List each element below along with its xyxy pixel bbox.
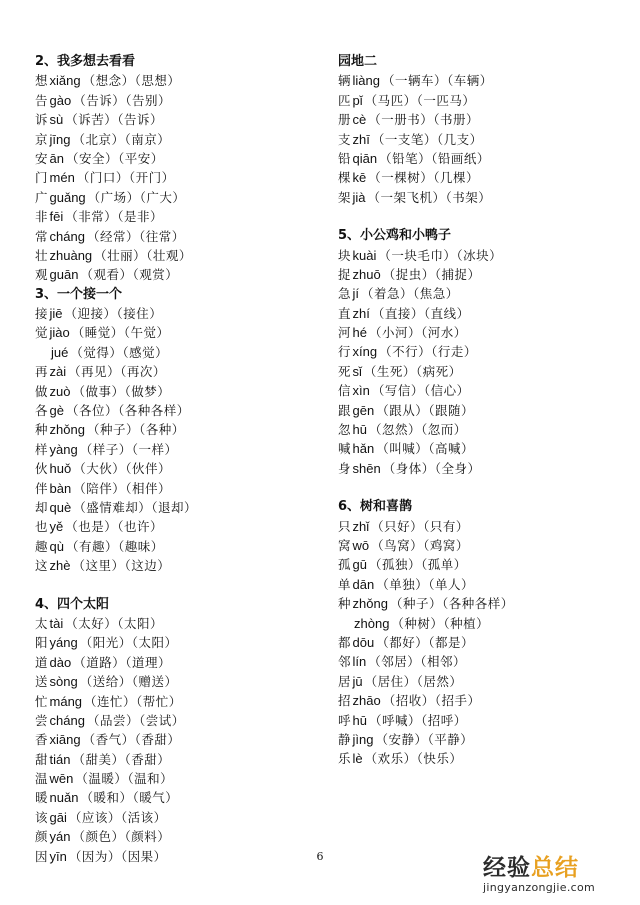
pinyin: zhè [49,558,71,574]
example-words: （门口）（开门） [76,170,175,186]
example-words: （北京）（南京） [72,131,171,147]
pinyin: dōu [352,634,375,650]
example-words: （呼喊）（招呼） [368,712,467,728]
example-words: （一架飞机）（书架） [367,189,492,205]
pinyin: kuài [352,247,377,263]
example-words: （着急）（焦急） [361,286,459,302]
vocab-character: 壮 [35,247,48,263]
vocab-entry [35,711,325,730]
vocab-character: 伙 [35,461,48,477]
vocab-entry [338,265,628,284]
example-words: （品尝）（尝试） [86,712,185,728]
vocab-entry [35,653,325,672]
watermark-title-part1: 经验 [483,855,531,881]
vocab-entry [35,401,325,420]
vocab-character: 喊 [338,441,351,457]
vocab-character: 信 [338,383,351,399]
pinyin: sǐ [352,363,362,379]
pinyin: kē [352,170,367,186]
vocab-entry [338,304,628,323]
vocab-entry [338,711,628,730]
pinyin: lín [352,654,367,670]
vocab-entry [35,382,325,401]
pinyin: jiào [49,325,70,341]
pinyin: zài [49,364,67,380]
pinyin: zhǒng [352,596,388,612]
vocab-character: 安 [35,150,48,166]
vocab-character: 却 [35,499,48,515]
pinyin: yàng [49,441,78,457]
pinyin: jīng [49,131,71,147]
vocab-character: 伴 [35,480,48,496]
example-words: （太好）（太阳） [65,615,164,631]
pinyin: cháng [49,228,85,244]
vocab-entry [338,730,628,749]
vocab-entry [338,517,628,536]
pinyin: dào [49,654,72,670]
pinyin: yīn [49,848,67,864]
vocab-entry [338,691,628,710]
example-words: （一册书）（书册） [368,112,480,128]
vocab-entry [35,110,325,129]
example-words: （捉虫）（捕捉） [382,266,481,282]
vocab-character: 想 [35,73,48,89]
vocab-character: 道 [35,654,48,670]
vocab-entry [35,692,325,711]
vocab-entry [338,284,628,303]
vocab-entry [35,168,325,187]
example-words: （样子）（一样） [79,441,178,457]
pinyin: gè [49,403,64,419]
vocab-character: 急 [338,286,351,302]
vocab-entry [35,149,325,168]
example-words: （壮丽）（壮观） [94,247,192,263]
vocab-entry [35,420,325,439]
vocab-character: 辆 [338,73,351,89]
pinyin: tài [49,615,64,631]
vocab-entry [338,149,628,168]
vocab-entry [338,188,628,207]
vocab-entry [338,168,628,187]
example-words: （应该）（活该） [68,809,167,825]
vocab-entry [338,594,628,613]
vocab-entry [338,91,628,110]
vocab-character: 只 [338,518,351,534]
vocab-character: 册 [338,112,351,128]
vocab-character: 常 [35,228,48,244]
vocab-character: 广 [35,189,48,205]
vocab-entry [338,459,628,478]
example-words: （一棵树）（几棵） [368,170,480,186]
vocab-character: 棵 [338,170,351,186]
example-words: （再见）（再次） [68,364,166,380]
vocab-character: 忽 [338,422,351,438]
vocab-entry [35,207,325,226]
example-words: （大伙）（伙伴） [73,461,171,477]
vocab-character: 种 [338,596,351,612]
vocab-character: 颜 [35,829,48,845]
pinyin: hū [352,712,367,728]
example-words: （不行）（行走） [379,344,477,360]
vocab-character: 再 [35,364,48,380]
vocab-entry [338,420,628,439]
pinyin: hé [352,325,367,341]
vocab-character: 诉 [35,112,48,128]
vocab-entry [35,537,325,556]
pinyin: pǐ [352,92,363,108]
example-words: （一辆车）（车辆） [381,73,493,89]
example-words: （经常）（往常） [86,228,185,244]
example-words: （种子）（各种各样） [389,596,514,612]
pinyin: jí [352,286,360,302]
vocab-character: 做 [35,383,48,399]
example-words: （道路）（道理） [73,654,171,670]
vocab-entry [338,614,628,633]
vocab-entry [35,788,325,807]
example-words: （写信）（信心） [371,383,470,399]
example-words: （安全）（平安） [65,150,164,166]
pinyin: cè [352,112,367,128]
example-words: （种子）（各种） [86,422,185,438]
page-number: 6 [316,850,324,863]
vocab-entry [338,246,628,265]
section-title: 5、小公鸡和小鸭子 [338,228,452,244]
pinyin: zhāo [352,693,381,709]
vocab-character: 也 [35,519,48,535]
vocab-character: 门 [35,170,48,186]
pinyin: lè [352,751,363,767]
vocab-character: 送 [35,674,48,690]
pinyin: wō [352,537,370,553]
pinyin: xiǎng [49,73,81,89]
vocab-character: 各 [35,403,48,419]
pinyin: jià [352,189,366,205]
example-words: （鸟窝）（鸡窝） [371,537,469,553]
pinyin: guǎng [49,189,86,205]
section-title: 2、我多想去看看 [35,54,136,69]
example-words: （居住）（居然） [364,673,463,689]
pinyin: zhuō [352,266,381,282]
vocab-entry [35,362,325,381]
example-words: （有趣）（趣味） [65,538,164,554]
vocab-character: 孤 [338,557,351,573]
example-words: （送给）（赠送） [79,674,178,690]
example-words: （这里）（这边） [72,558,171,574]
section-yi-ge-jie-yi-ge [35,285,325,576]
vocab-entry [338,439,628,458]
vocab-entry [338,342,628,361]
vocab-entry [35,71,325,90]
pinyin: máng [49,693,83,709]
pinyin: zhòng [354,615,390,631]
vocab-character: 直 [338,305,351,321]
vocab-entry [35,517,325,536]
vocab-entry [338,381,628,400]
left-column [35,52,325,866]
vocab-entry [35,730,325,749]
example-words: （单独）（单人） [376,576,474,592]
vocab-entry [338,749,628,768]
vocab-character: 接 [35,306,48,322]
vocab-character: 行 [338,344,351,360]
pinyin: zhī [352,131,370,147]
example-words: （甜美）（香甜） [72,751,171,767]
vocab-character: 尝 [35,712,48,728]
example-words: （小河）（河水） [368,325,467,341]
pinyin: wēn [49,771,74,787]
vocab-entry [35,479,325,498]
vocab-entry [338,652,628,671]
pinyin: zuò [49,383,71,399]
pinyin: jū [352,673,363,689]
example-words: （广场）（广大） [87,189,186,205]
vocab-entry [338,536,628,555]
vocab-character: 温 [35,771,48,787]
pinyin: gào [49,92,72,108]
vocab-entry [338,555,628,574]
pinyin: liàng [352,73,380,89]
example-words: （各位）（各种各样） [65,403,190,419]
vocab-entry [35,265,325,284]
example-words: （叫喊）（高喊） [376,441,474,457]
vocab-entry [35,304,325,323]
section-title: 3、一个接一个 [35,286,123,302]
pinyin: qù [49,538,64,554]
vocab-entry [35,614,325,633]
vocab-entry [35,750,325,769]
pinyin: jìng [352,731,374,747]
vocab-character: 招 [338,693,351,709]
section-shu-he-xi-que [338,497,628,768]
pinyin: yán [49,829,71,845]
vocab-character: 静 [338,731,351,747]
pinyin: fēi [49,209,64,225]
vocab-entry [35,91,325,110]
pinyin: zhuàng [49,247,93,263]
pinyin: nuǎn [49,790,79,806]
vocab-entry [338,130,628,149]
pinyin: mén [49,170,75,186]
vocab-entry [35,323,325,342]
pinyin: dān [352,576,375,592]
example-words: （生死）（病死） [363,363,462,379]
example-words: （迎接）（接住） [64,306,163,322]
example-words: （非常）（是非） [65,209,164,225]
example-words: （孤独）（孤单） [368,557,467,573]
section-yuan-di-er [338,52,628,207]
vocab-character: 窝 [338,537,351,553]
vocab-entry [35,246,325,265]
example-words: （铅笔）（铅画纸） [379,150,490,166]
example-words: （一块毛巾）（冰块） [378,247,503,263]
example-words: （安静）（平静） [375,731,474,747]
pinyin: xíng [352,344,378,360]
pinyin: ān [49,150,64,166]
vocab-entry [35,343,325,362]
pinyin: gū [352,557,367,573]
pinyin: tián [49,751,71,767]
pinyin: zhǐ [352,518,370,534]
pinyin: zhǒng [49,422,85,438]
right-column [338,52,628,769]
vocab-character: 非 [35,209,48,225]
vocab-character: 单 [338,576,351,592]
vocab-character: 样 [35,441,48,457]
vocab-entry [338,672,628,691]
vocab-entry [338,401,628,420]
pinyin: hǎn [352,441,375,457]
example-words: （盛情难却）（退却） [73,499,197,515]
vocab-character: 香 [35,732,48,748]
vocab-character: 觉 [35,325,48,341]
pinyin: huǒ [49,461,72,477]
section-title: 园地二 [338,54,378,69]
vocab-character: 捉 [338,266,351,282]
vocab-character: 甜 [35,751,48,767]
example-words: （身体）（全身） [382,460,481,476]
vocab-entry [35,130,325,149]
example-words: （温暖）（温和） [75,771,174,787]
vocab-character: 匹 [338,92,351,108]
vocab-character: 京 [35,131,48,147]
watermark-title [483,855,633,881]
section-wo-duo-xiang-qu-kan-kan [35,52,325,285]
vocab-character: 呼 [338,712,351,728]
example-words: （陪伴）（相伴） [73,480,171,496]
vocab-entry [35,769,325,788]
example-words: （直接）（直线） [371,305,470,321]
vocab-character: 铅 [338,150,351,166]
pinyin: zhí [352,305,370,321]
vocab-character: 暖 [35,790,48,806]
vocab-character: 身 [338,460,351,476]
example-words: （欢乐）（快乐） [364,751,463,767]
vocab-character: 河 [338,325,351,341]
vocab-entry [338,71,628,90]
pinyin: guān [49,267,79,283]
vocab-character: 忙 [35,693,48,709]
vocab-entry [338,575,628,594]
vocab-entry [35,808,325,827]
example-words: （只好）（只有） [371,518,469,534]
example-words: （香气）（香甜） [82,732,181,748]
example-words: （觉得）（感觉） [70,344,169,360]
vocab-character: 该 [35,809,48,825]
example-words: （暖和）（暖气） [80,790,179,806]
vocab-entry [338,362,628,381]
example-words: （连忙）（帮忙） [84,693,182,709]
vocab-entry [338,323,628,342]
pinyin: shēn [352,460,381,476]
vocab-entry [35,459,325,478]
vocab-character: 架 [338,189,351,205]
pinyin: sòng [49,674,78,690]
pinyin: yě [49,519,64,535]
pinyin: gēn [352,402,375,418]
vocab-entry [35,633,325,652]
watermark-logo [483,855,633,901]
pinyin: qiān [352,150,378,166]
vocab-entry [35,188,325,207]
example-words: （阳光）（太阳） [79,635,178,651]
section-title: 4、四个太阳 [35,596,110,612]
vocab-character: 都 [338,634,351,650]
vocab-entry [338,110,628,129]
vocab-entry [35,440,325,459]
vocab-entry [35,827,325,846]
pinyin: bàn [49,480,72,496]
pinyin: què [49,499,72,515]
watermark-url: jingyanzongjie.com [483,881,596,894]
vocab-entry [35,556,325,575]
example-words: （一支笔）（几支） [371,131,483,147]
example-words: （马匹）（一匹马） [364,92,476,108]
section-si-ge-tai-yang [35,595,325,866]
pinyin: jiē [49,306,63,322]
vocab-character: 居 [338,673,351,689]
pinyin: gāi [49,809,67,825]
pinyin: xiāng [49,732,81,748]
pinyin: jué [51,344,69,360]
vocab-entry [338,633,628,652]
vocab-character: 太 [35,615,48,631]
section-title: 6、树和喜鹊 [338,499,413,515]
example-words: （邻居）（相邻） [368,654,467,670]
vocab-character: 告 [35,92,48,108]
example-words: （睡觉）（午觉） [71,325,170,341]
vocab-character: 跟 [338,402,351,418]
pinyin: xìn [352,383,370,399]
vocab-character: 趣 [35,538,48,554]
vocab-character: 块 [338,247,351,263]
section-xiao-gong-ji-he-xiao-ya-zi [338,226,628,478]
example-words: （做事）（做梦） [72,383,171,399]
vocab-character: 邻 [338,654,351,670]
vocab-entry [35,227,325,246]
example-words: （因为）（因果） [68,848,167,864]
example-words: （都好）（都是） [376,634,474,650]
pinyin: cháng [49,712,85,728]
vocab-character: 支 [338,131,351,147]
example-words: （忽然）（忽而） [368,422,467,438]
example-words: （也是）（也许） [65,519,164,535]
vocab-character: 死 [338,363,351,379]
vocab-character: 这 [35,558,48,574]
watermark-title-part2: 总结 [531,855,579,881]
example-words: （想念）（思想） [82,73,181,89]
vocab-character: 因 [35,848,48,864]
pinyin: sù [49,112,64,128]
pinyin: hū [352,422,367,438]
vocab-entry [35,498,325,517]
example-words: （种树）（种植） [391,615,490,631]
pinyin: yáng [49,635,78,651]
example-words: （告诉）（告别） [73,92,171,108]
example-words: （观看）（观赏） [80,267,179,283]
vocab-entry [35,672,325,691]
vocab-character: 种 [35,422,48,438]
example-words: （跟从）（跟随） [376,402,474,418]
vocab-character: 乐 [338,751,351,767]
vocab-character: 观 [35,267,48,283]
example-words: （诉苦）（告诉） [65,112,164,128]
example-words: （招收）（招手） [382,693,481,709]
vocab-character: 阳 [35,635,48,651]
example-words: （颜色）（颜料） [72,829,171,845]
